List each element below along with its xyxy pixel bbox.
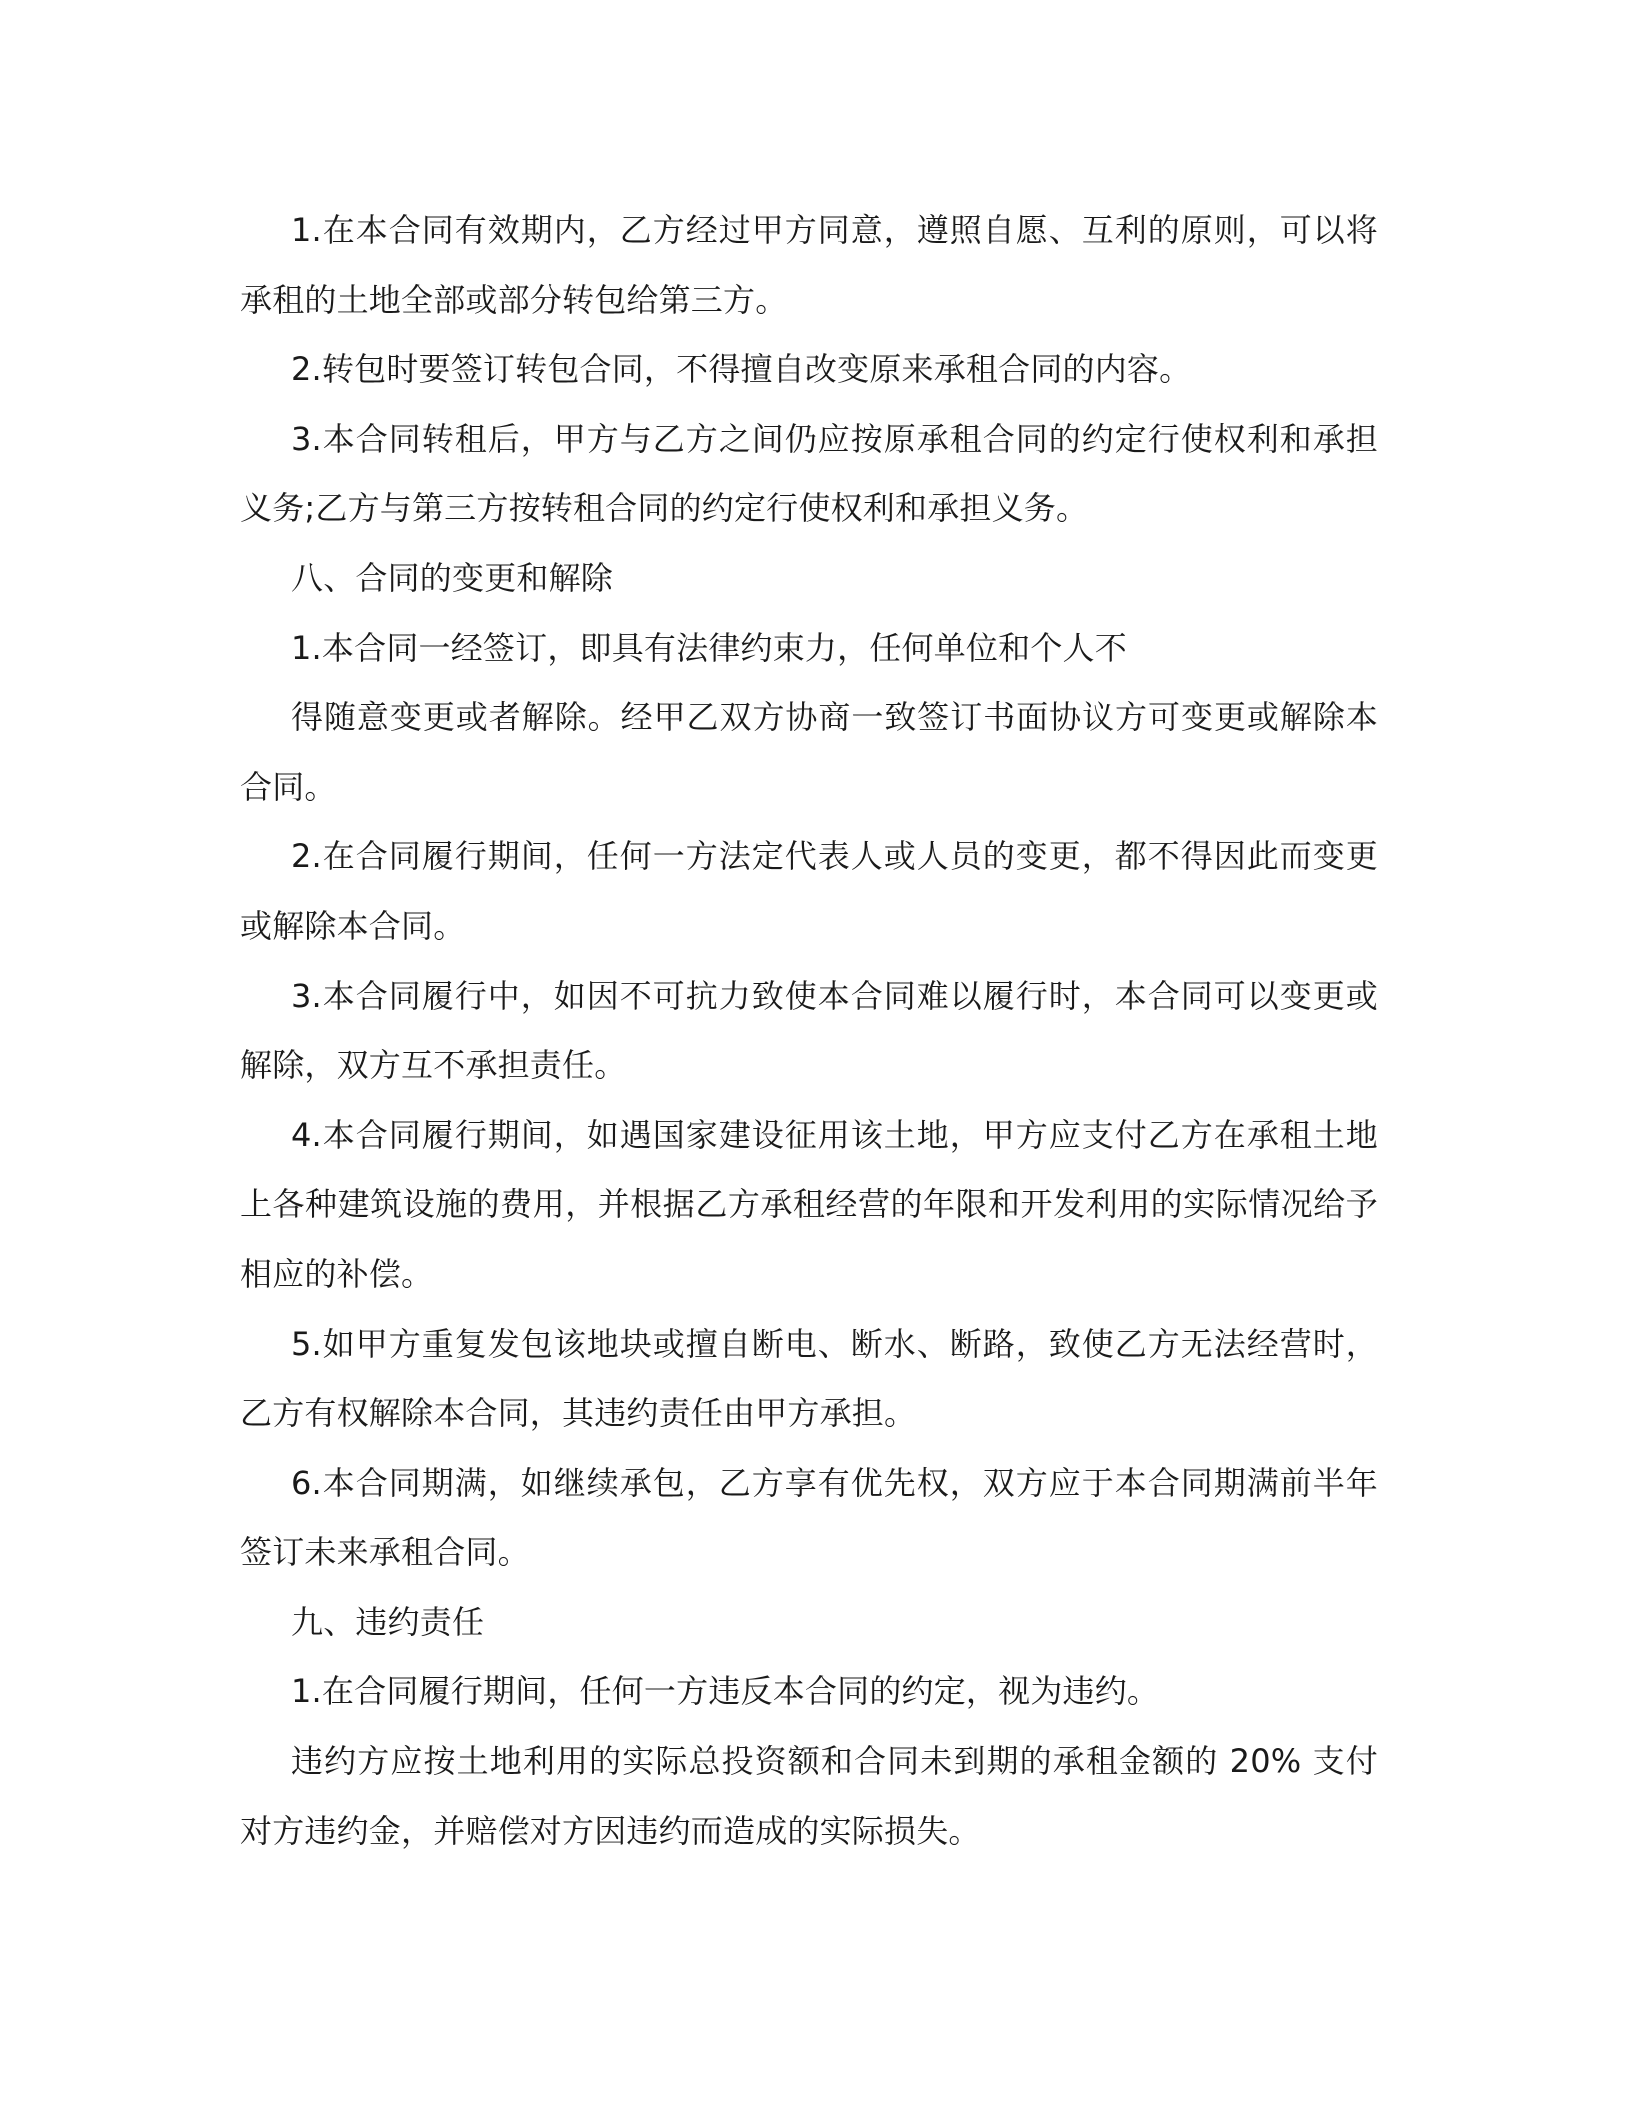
- clause-8-1-line-2: 得随意变更或者解除。经甲乙双方协商一致签订书面协议方可变更或解除本合同。: [240, 698, 1378, 806]
- clause-9-1: 1.在合同履行期间，任何一方违反本合同的约定，视为违约。: [291, 1672, 1160, 1711]
- section-heading-9: 九、违约责任: [291, 1602, 485, 1641]
- section-heading-8: 八、合同的变更和解除: [291, 558, 614, 597]
- clause-8-3: 3.本合同履行中，如因不可抗力致使本合同难以履行时，本合同可以变更或解除，双方互不承担责任。: [240, 976, 1378, 1085]
- clause-7-2: 2.转包时要签订转包合同，不得擅自改变原来承租合同的内容。: [291, 350, 1192, 389]
- clause-8-5: 5.如甲方重复发包该地块或擅自断电、断水、断路，致使乙方无法经营时，乙方有权解除本合同，其违约责任由甲方承担。: [240, 1324, 1378, 1433]
- clause-9-1-continued: 违约方应按土地利用的实际总投资额和合同未到期的承租金额的 20% 支付对方违约金，并赔偿对方因违约而造成的实际损失。: [240, 1742, 1378, 1850]
- clause-8-4: 4.本合同履行期间，如遇国家建设征用该土地，甲方应支付乙方在承租土地上各种建筑设施的费用，并根据乙方承租经营的年限和开发利用的实际情况给予相应的补偿。: [240, 1115, 1378, 1293]
- clause-7-1: 1.在本合同有效期内，乙方经过甲方同意，遵照自愿、互利的原则，可以将承租的土地全部或部分转包给第三方。: [240, 211, 1378, 319]
- document-body: [240, 196, 1378, 1866]
- clause-8-1-line-1: 1.本合同一经签订，即具有法律约束力，任何单位和个人不: [291, 628, 1127, 667]
- clause-7-3: 3.本合同转租后，甲方与乙方之间仍应按原承租合同的约定行使权利和承担义务;乙方与第三方按转租合同的约定行使权利和承担义务。: [240, 419, 1378, 528]
- clause-8-2: 2.在合同履行期间，任何一方法定代表人或人员的变更，都不得因此而变更或解除本合同。: [240, 837, 1378, 945]
- clause-8-6: 6.本合同期满，如继续承包，乙方享有优先权，双方应于本合同期满前半年签订未来承租合同。: [240, 1463, 1378, 1572]
